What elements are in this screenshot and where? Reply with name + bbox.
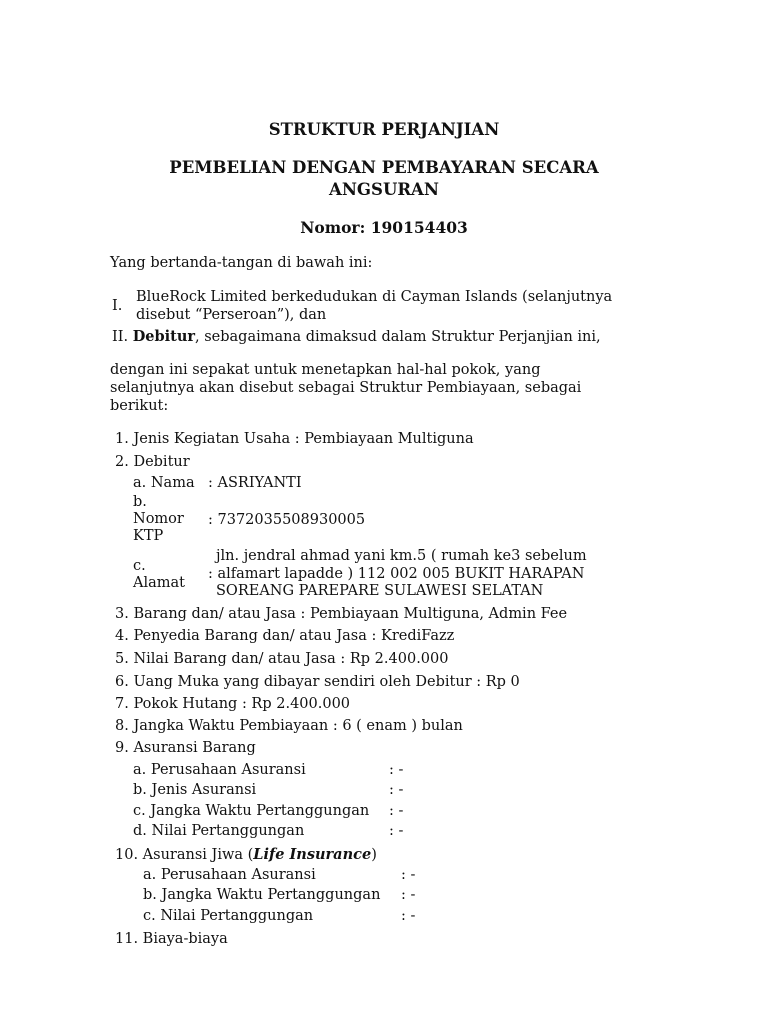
asuransi-barang-c-value: : -: [389, 803, 404, 819]
document-title: STRUKTUR PERJANJIAN: [268, 120, 500, 139]
party-ii-number: II.: [112, 329, 129, 345]
asuransi-jiwa-a-value: : -: [401, 867, 416, 883]
item-3: 3. Barang dan/ atau Jasa : Pembiayaan Multiguna, Admin Fee: [115, 606, 568, 622]
item-10-suffix: ): [371, 847, 377, 863]
party-ii-debitur: Debitur: [132, 328, 196, 345]
asuransi-jiwa-c-label: c. Nilai Pertanggungan: [143, 908, 314, 924]
item-2: 2. Debitur: [115, 454, 190, 470]
party-ii-text: , sebagaimana dimaksud dalam Struktur Perjanjian ini,: [195, 329, 601, 345]
debitur-alamat-line2: : alfamart lapadde ) 112 002 005 BUKIT HARAPAN: [208, 566, 585, 582]
asuransi-barang-b-label: b. Jenis Asuransi: [133, 782, 257, 798]
debitur-alamat-label-2: Alamat: [133, 575, 185, 591]
item-10-italic: Life Insurance: [253, 846, 372, 863]
asuransi-barang-a-value: : -: [389, 762, 404, 778]
asuransi-jiwa-b-label: b. Jangka Waktu Pertanggungan: [143, 887, 381, 903]
item-11: 11. Biaya-biaya: [115, 931, 228, 947]
item-5: 5. Nilai Barang dan/ atau Jasa : Rp 2.400.000: [115, 651, 449, 667]
debitur-ktp-value: : 7372035508930005: [208, 512, 366, 528]
nomor-value: 190154403: [370, 218, 468, 237]
intro-text: Yang bertanda-tangan di bawah ini:: [110, 255, 373, 271]
agreement-line1: dengan ini sepakat untuk menetapkan hal-hal pokok, yang: [110, 362, 541, 378]
item-10-prefix: 10. Asuransi Jiwa (: [115, 847, 254, 863]
item-6: 6. Uang Muka yang dibayar sendiri oleh Debitur : Rp 0: [115, 674, 520, 690]
debitur-ktp-label-2: Nomor: [133, 511, 184, 527]
item-1: 1. Jenis Kegiatan Usaha : Pembiayaan Multiguna: [115, 431, 474, 447]
item-7: 7. Pokok Hutang : Rp 2.400.000: [115, 696, 351, 712]
asuransi-jiwa-c-value: : -: [401, 908, 416, 924]
debitur-alamat-line3: SOREANG PAREPARE SULAWESI SELATAN: [216, 583, 544, 599]
item-8: 8. Jangka Waktu Pembiayaan : 6 ( enam ) bulan: [115, 718, 463, 734]
debitur-ktp-label-1: b.: [133, 494, 147, 510]
item-10: [115, 846, 377, 863]
nomor-label: Nomor:: [300, 218, 366, 237]
party-i-line1: BlueRock Limited berkedudukan di Cayman Islands (selanjutnya: [136, 289, 613, 305]
asuransi-barang-b-value: : -: [389, 782, 404, 798]
debitur-nama-label: a. Nama: [133, 475, 195, 491]
party-i-number: I.: [112, 298, 123, 314]
debitur-alamat-label-1: c.: [133, 558, 146, 574]
asuransi-jiwa-b-value: : -: [401, 887, 416, 903]
document-number: [0, 218, 768, 237]
party-ii: [112, 328, 601, 345]
asuransi-barang-d-label: d. Nilai Pertanggungan: [133, 823, 305, 839]
debitur-ktp-label-3: KTP: [133, 528, 164, 544]
asuransi-barang-a-label: a. Perusahaan Asuransi: [133, 762, 306, 778]
item-9: 9. Asuransi Barang: [115, 740, 256, 756]
asuransi-barang-d-value: : -: [389, 823, 404, 839]
document-subtitle-line2: ANGSURAN: [329, 180, 439, 199]
debitur-nama-value: : ASRIYANTI: [208, 475, 302, 491]
document-subtitle-line1: PEMBELIAN DENGAN PEMBAYARAN SECARA: [169, 158, 599, 177]
debitur-alamat-line1: jln. jendral ahmad yani km.5 ( rumah ke3 sebelum: [216, 548, 587, 564]
agreement-line2: selanjutnya akan disebut sebagai Struktur Pembiayaan, sebagai: [110, 380, 582, 396]
agreement-line3: berikut:: [110, 398, 169, 414]
item-4: 4. Penyedia Barang dan/ atau Jasa : KrediFazz: [115, 628, 455, 644]
party-i-line2: disebut “Perseroan”), dan: [136, 307, 327, 323]
asuransi-barang-c-label: c. Jangka Waktu Pertanggungan: [133, 803, 370, 819]
asuransi-jiwa-a-label: a. Perusahaan Asuransi: [143, 867, 316, 883]
